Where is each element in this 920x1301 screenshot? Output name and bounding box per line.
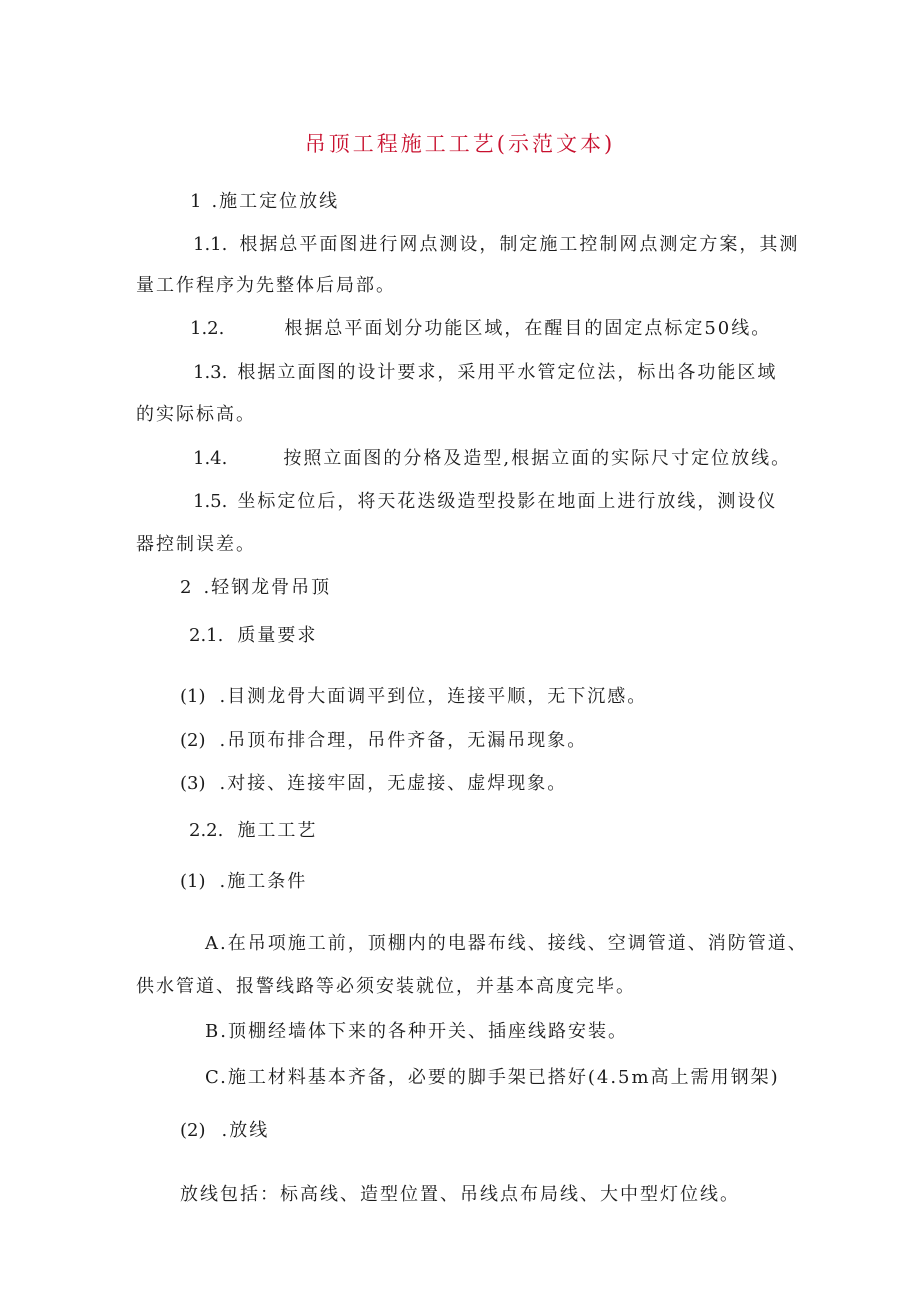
list-item-quality-2-text: .吊顶布排合理，吊件齐备，无漏吊现象。 (219, 730, 588, 751)
paragraph-1-5-cont-text: 器控制误差。 (136, 534, 256, 555)
subheading-construction-conditions-number: (1) (180, 871, 206, 892)
paragraph-1-2 (190, 317, 771, 341)
condition-c (205, 1066, 780, 1090)
paragraph-1-4 (193, 447, 791, 471)
heading-2-text: .轻钢龙骨吊顶 (203, 577, 332, 598)
subheading-construction-conditions-text: .施工条件 (219, 871, 308, 892)
subheading-layout (180, 1119, 269, 1143)
heading-1-number: 1 (190, 191, 202, 212)
list-item-quality-2 (180, 729, 587, 753)
heading-2-1-text: 质量要求 (237, 625, 318, 646)
condition-c-text: C.施工材料基本齐备，必要的脚手架已搭好(4.5m高上需用钢架) (205, 1067, 780, 1088)
paragraph-1-5-number: 1.5. (193, 491, 228, 512)
condition-a-text: A.在吊项施工前，顶棚内的电器布线、接线、空调管道、消防管道、 (205, 933, 808, 954)
paragraph-1-4-text: 按照立面图的分格及造型,根据立面的实际尺寸定位放线。 (283, 448, 792, 469)
heading-1 (190, 190, 339, 214)
condition-b-text: B.顶棚经墙体下来的各种开关、插座线路安装。 (205, 1021, 628, 1042)
heading-2-1-number: 2.1. (189, 625, 224, 646)
list-item-quality-3-number: (3) (180, 773, 206, 794)
condition-a-cont (136, 975, 636, 999)
list-item-quality-1-text: .目测龙骨大面调平到位，连接平顺，无下沉感。 (219, 686, 648, 707)
heading-2 (180, 576, 331, 600)
paragraph-1-3-cont (136, 403, 256, 427)
heading-2-number: 2 (180, 577, 192, 598)
subheading-layout-number: (2) (180, 1120, 206, 1141)
paragraph-1-1 (193, 233, 799, 257)
paragraph-1-3-cont-text: 的实际标高。 (136, 404, 256, 425)
list-item-quality-1 (180, 685, 647, 709)
list-item-quality-3-text: .对接、连接牢固，无虚接、虚焊现象。 (219, 773, 568, 794)
paragraph-1-4-number: 1.4. (193, 448, 228, 469)
subheading-layout-text: .放线 (221, 1120, 270, 1141)
paragraph-1-2-number: 1.2. (190, 318, 225, 339)
paragraph-1-3-text: 根据立面图的设计要求，采用平水管定位法，标出各功能区域 (237, 362, 778, 383)
heading-2-2 (189, 819, 317, 843)
paragraph-1-2-text: 根据总平面划分功能区域，在醒目的固定点标定50线。 (284, 318, 772, 339)
heading-2-2-number: 2.2. (189, 820, 224, 841)
condition-b (205, 1020, 628, 1044)
paragraph-1-5-cont (136, 533, 256, 557)
paragraph-1-5-text: 坐标定位后，将天花迭级造型投影在地面上进行放线，测设仪 (237, 491, 778, 512)
layout-description (180, 1183, 740, 1207)
paragraph-1-1-cont-text: 量工作程序为先整体后局部。 (136, 275, 396, 296)
layout-description-text: 放线包括：标高线、造型位置、吊线点布局线、大中型灯位线。 (180, 1184, 740, 1205)
condition-a-cont-text: 供水管道、报警线路等必须安装就位，并基本高度完毕。 (136, 976, 636, 997)
subheading-construction-conditions (180, 870, 307, 894)
document-title: 吊顶工程施工工艺(示范文本) (304, 132, 616, 156)
paragraph-1-1-number: 1.1. (193, 234, 228, 255)
condition-a (205, 932, 808, 956)
paragraph-1-3 (193, 361, 777, 385)
list-item-quality-2-number: (2) (180, 730, 206, 751)
paragraph-1-1-text: 根据总平面图进行网点测设，制定施工控制网点测定方案，其测 (239, 234, 800, 255)
paragraph-1-3-number: 1.3. (193, 362, 228, 383)
heading-2-1 (189, 624, 317, 648)
list-item-quality-3 (180, 772, 567, 796)
heading-2-2-text: 施工工艺 (237, 820, 318, 841)
paragraph-1-5 (193, 490, 777, 514)
list-item-quality-1-number: (1) (180, 686, 206, 707)
heading-1-text: .施工定位放线 (211, 191, 340, 212)
paragraph-1-1-cont (136, 274, 396, 298)
